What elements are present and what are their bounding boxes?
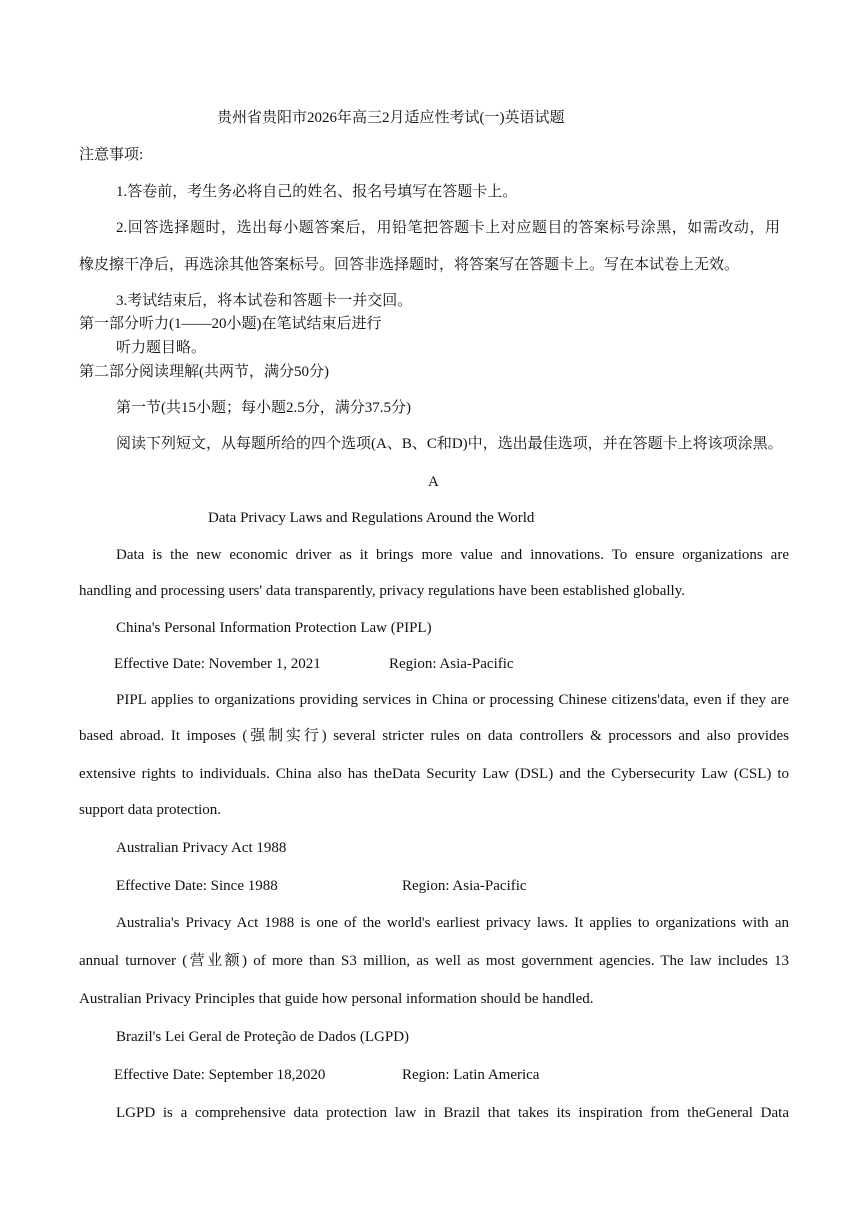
law-text-australia-3: Australian Privacy Principles that guide how personal information should be handled.	[79, 991, 594, 1007]
law-date-australia: Effective Date: Since 1988	[116, 878, 278, 894]
section1-title: 第一节(共15小题；每小题2.5分，满分37.5分)	[116, 400, 411, 416]
part1-title: 第一部分听力(1——20小题)在笔试结束后进行	[79, 316, 382, 332]
law-text-brazil-1: LGPD is a comprehensive data protection law in Brazil that takes its inspiration from theGeneral Data	[116, 1105, 789, 1121]
part2-title: 第二部分阅读理解(共两节，满分50分)	[79, 364, 329, 380]
part1-note: 听力题目略。	[116, 340, 207, 356]
law-name-brazil: Brazil's Lei Geral de Proteção de Dados (LGPD)	[116, 1029, 410, 1045]
law-date-brazil: Effective Date: September 18,2020	[114, 1067, 326, 1083]
note-2-line-2: 橡皮擦干净后，再选涂其他答案标号。回答非选择题时，将答案写在答题卡上。写在本试卷上无效。	[79, 257, 740, 273]
notice-label: 注意事项:	[79, 147, 144, 163]
instructions: 阅读下列短文，从每题所给的四个选项(A、B、C和D)中，选出最佳选项，并在答题卡上将该项涂黑。	[116, 436, 783, 452]
law-text-pipl-3: extensive rights to individuals. China also has theData Security Law (DSL) and the Cybersecurity Law (CSL) to	[79, 766, 789, 782]
exam-title: 贵州省贵阳市2026年高三2月适应性考试(一)英语试题	[217, 110, 565, 126]
law-text-pipl-2: based abroad. It imposes (强制实行) several stricter rules on data controllers & processors and also provides	[79, 728, 789, 744]
law-text-australia-1: Australia's Privacy Act 1988 is one of the world's earliest privacy laws. It applies to organizations with an	[116, 915, 789, 931]
law-text-pipl-1: PIPL applies to organizations providing services in China or processing Chinese citizens'data, even if they are	[116, 692, 789, 708]
law-region-australia: Region: Asia-Pacific	[402, 878, 527, 894]
law-name-australia: Australian Privacy Act 1988	[116, 840, 287, 856]
law-text-pipl-4: support data protection.	[79, 802, 222, 818]
note-1: 1.答卷前，考生务必将自己的姓名、报名号填写在答题卡上。	[116, 184, 518, 200]
passage-title: Data Privacy Laws and Regulations Around the World	[208, 510, 535, 526]
note-3: 3.考试结束后，将本试卷和答题卡一并交回。	[116, 293, 413, 309]
passage-letter: A	[428, 474, 439, 490]
law-region-brazil: Region: Latin America	[402, 1067, 540, 1083]
intro-line-2: handling and processing users' data transparently, privacy regulations have been established globally.	[79, 583, 685, 599]
intro-line-1: Data is the new economic driver as it brings more value and innovations. To ensure organizations are	[116, 547, 789, 563]
law-text-australia-2: annual turnover (营业额) of more than S3 million, as well as most government agencies. The law includes 13	[79, 953, 789, 969]
note-2-line-1: 2.回答选择题时，选出每小题答案后，用铅笔把答题卡上对应题目的答案标号涂黑，如需改动，用	[116, 220, 780, 236]
law-date-pipl: Effective Date: November 1, 2021	[114, 656, 321, 672]
law-name-pipl: China's Personal Information Protection Law (PIPL)	[116, 620, 432, 636]
law-region-pipl: Region: Asia-Pacific	[389, 656, 514, 672]
